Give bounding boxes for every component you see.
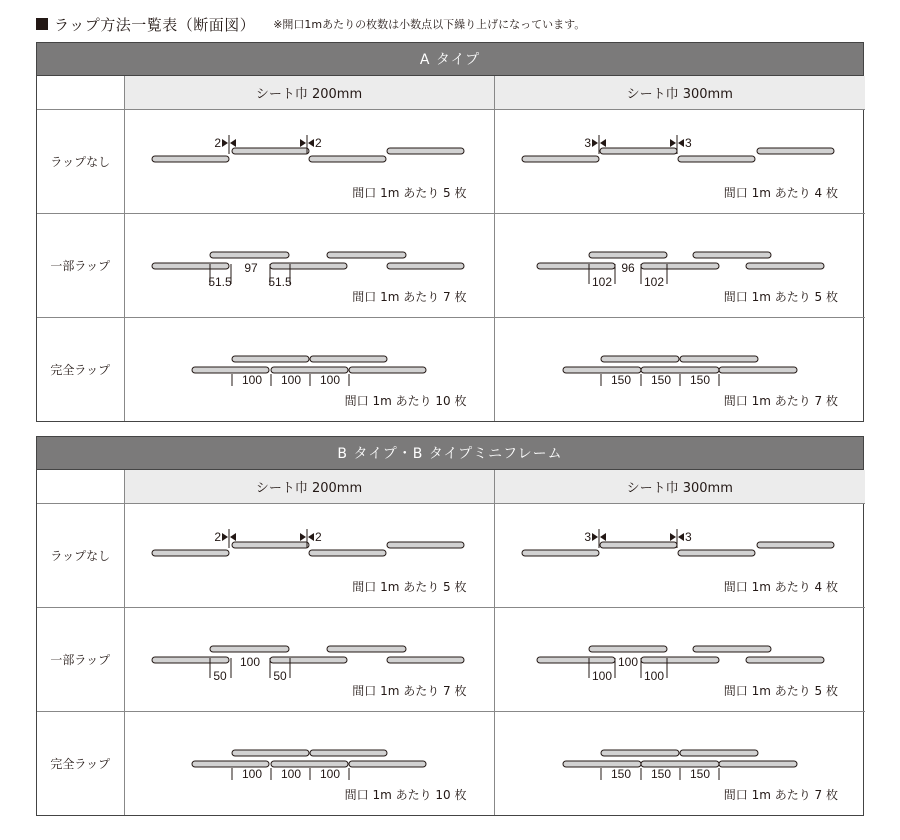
dimension-label: 51.5: [207, 275, 232, 289]
sheet-bar: [387, 542, 464, 548]
dimension-label: 150: [650, 373, 671, 387]
column-header-300: シート巾 300mm: [494, 470, 865, 504]
diagram-cell: [494, 504, 865, 608]
dimension-label: 51.5: [267, 275, 292, 289]
sheet-bar: [327, 252, 406, 258]
dimension-label: 97: [243, 261, 258, 275]
gap-arrow-icon: [600, 533, 606, 541]
sheet-bar: [232, 148, 309, 154]
dimension-label: 100: [239, 655, 260, 669]
sheet-count-caption: 間口 1m あたり 7 枚: [723, 394, 838, 408]
gap-label: 3: [583, 530, 591, 544]
rounding-note: ※開口1mあたりの枚数は小数点以下繰り上げになっています。: [273, 18, 586, 31]
gap-arrow-icon: [670, 139, 676, 147]
dimension-label: 100: [241, 767, 262, 781]
sheet-bar: [152, 156, 229, 162]
diagram-cell: [494, 712, 865, 816]
sheet-bar: [678, 550, 755, 556]
dimension-label: 100: [643, 669, 664, 683]
dimension-label: 100: [241, 373, 262, 387]
dimension-label: 100: [591, 669, 612, 683]
sheet-bar: [310, 750, 387, 756]
dimension-label: 100: [319, 767, 340, 781]
gap-arrow-icon: [592, 139, 598, 147]
sheet-count-caption: 間口 1m あたり 5 枚: [723, 684, 838, 698]
sheet-bar: [693, 646, 771, 652]
sheet-bar: [680, 356, 758, 362]
sheet-bar: [537, 657, 615, 663]
sheet-count-caption: 間口 1m あたり 10 枚: [344, 788, 467, 802]
gap-label: 2: [314, 136, 322, 150]
sheet-bar: [757, 542, 834, 548]
gap-arrow-icon: [300, 533, 306, 541]
dimension-label: 150: [610, 373, 631, 387]
sheet-count-caption: 間口 1m あたり 7 枚: [723, 788, 838, 802]
diagram-cell: [124, 504, 494, 608]
row-label-no-lap: ラップなし: [37, 504, 124, 608]
sheet-bar: [152, 263, 229, 269]
sheet-bar: [327, 646, 406, 652]
sheet-bar: [746, 263, 824, 269]
gap-arrow-icon: [308, 139, 314, 147]
gap-arrow-icon: [600, 139, 606, 147]
section-a-type: [36, 42, 864, 422]
dimension-label: 150: [689, 767, 710, 781]
sheet-bar: [589, 646, 667, 652]
gap-label: 3: [684, 136, 692, 150]
gap-arrow-icon: [300, 139, 306, 147]
sheet-bar: [600, 148, 677, 154]
row-label-full-lap: 完全ラップ: [37, 712, 124, 816]
sheet-bar: [522, 156, 599, 162]
sheet-count-caption: 間口 1m あたり 5 枚: [352, 186, 467, 200]
gap-label: 2: [314, 530, 322, 544]
lap-table-a: [37, 76, 865, 421]
sheet-count-caption: 間口 1m あたり 4 枚: [723, 186, 838, 200]
page-heading: [36, 12, 585, 36]
sheet-bar: [693, 252, 771, 258]
sheet-bar: [641, 263, 719, 269]
column-header-200: シート巾 200mm: [124, 470, 494, 504]
sheet-bar: [589, 252, 667, 258]
gap-label: 2: [213, 136, 221, 150]
gap-arrow-icon: [230, 533, 236, 541]
diagram-cell: [124, 712, 494, 816]
dimension-label: 96: [620, 261, 635, 275]
diagram-cell: [124, 318, 494, 422]
diagram-cell: [494, 214, 865, 318]
sheet-bar: [522, 550, 599, 556]
sheet-bar: [600, 542, 677, 548]
sheet-bar: [232, 542, 309, 548]
sheet-bar: [601, 750, 679, 756]
sheet-bar: [387, 657, 464, 663]
sheet-bar: [719, 761, 797, 767]
sheet-count-caption: 間口 1m あたり 7 枚: [352, 290, 467, 304]
sheet-bar: [232, 750, 309, 756]
dimension-label: 50: [212, 669, 227, 683]
diagram-cell: [124, 110, 494, 214]
gap-label: 3: [583, 136, 591, 150]
sheet-bar: [270, 263, 347, 269]
section-title: B タイプ・B タイプミニフレーム: [37, 437, 863, 470]
section-b-type: [36, 436, 864, 816]
sheet-bar: [678, 156, 755, 162]
sheet-bar: [309, 156, 386, 162]
sheet-bar: [270, 657, 347, 663]
page-title: ラップ方法一覧表（断面図）: [54, 15, 256, 34]
sheet-bar: [601, 356, 679, 362]
diagram-cell: [494, 608, 865, 712]
sheet-bar: [349, 761, 426, 767]
gap-arrow-icon: [308, 533, 314, 541]
sheet-bar: [232, 356, 309, 362]
sheet-bar: [387, 148, 464, 154]
section-title: A タイプ: [37, 43, 863, 76]
sheet-bar: [537, 263, 615, 269]
dimension-label: 50: [272, 669, 287, 683]
dimension-label: 100: [280, 373, 301, 387]
gap-label: 3: [684, 530, 692, 544]
dimension-label: 102: [591, 275, 612, 289]
sheet-bar: [152, 550, 229, 556]
row-label-no-lap: ラップなし: [37, 110, 124, 214]
dimension-label: 150: [689, 373, 710, 387]
dimension-label: 150: [610, 767, 631, 781]
sheet-bar: [680, 750, 758, 756]
column-header-300: シート巾 300mm: [494, 76, 865, 110]
sheet-bar: [310, 356, 387, 362]
sheet-bar: [210, 252, 289, 258]
gap-arrow-icon: [230, 139, 236, 147]
diagram-cell: [494, 110, 865, 214]
diagram-cell: [124, 214, 494, 318]
gap-arrow-icon: [222, 139, 228, 147]
row-label-partial-lap: 一部ラップ: [37, 608, 124, 712]
sheet-count-caption: 間口 1m あたり 7 枚: [352, 684, 467, 698]
sheet-count-caption: 間口 1m あたり 10 枚: [344, 394, 467, 408]
sheet-bar: [387, 263, 464, 269]
sheet-bar: [309, 550, 386, 556]
dimension-label: 150: [650, 767, 671, 781]
sheet-bar: [719, 367, 797, 373]
dimension-label: 100: [617, 655, 638, 669]
corner-cell: [37, 470, 124, 504]
gap-label: 2: [213, 530, 221, 544]
sheet-count-caption: 間口 1m あたり 5 枚: [352, 580, 467, 594]
dimension-label: 100: [319, 373, 340, 387]
sheet-bar: [210, 646, 289, 652]
column-header-200: シート巾 200mm: [124, 76, 494, 110]
gap-arrow-icon: [678, 139, 684, 147]
dimension-label: 100: [280, 767, 301, 781]
row-label-full-lap: 完全ラップ: [37, 318, 124, 422]
diagram-cell: [124, 608, 494, 712]
sheet-count-caption: 間口 1m あたり 5 枚: [723, 290, 838, 304]
gap-arrow-icon: [678, 533, 684, 541]
dimension-label: 102: [643, 275, 664, 289]
sheet-count-caption: 間口 1m あたり 4 枚: [723, 580, 838, 594]
gap-arrow-icon: [222, 533, 228, 541]
diagram-cell: [494, 318, 865, 422]
sheet-bar: [746, 657, 824, 663]
square-bullet-icon: [36, 18, 48, 30]
gap-arrow-icon: [670, 533, 676, 541]
sheet-bar: [349, 367, 426, 373]
sheet-bar: [152, 657, 229, 663]
corner-cell: [37, 76, 124, 110]
row-label-partial-lap: 一部ラップ: [37, 214, 124, 318]
lap-table-b: [37, 470, 865, 815]
sheet-bar: [641, 657, 719, 663]
gap-arrow-icon: [592, 533, 598, 541]
sheet-bar: [757, 148, 834, 154]
